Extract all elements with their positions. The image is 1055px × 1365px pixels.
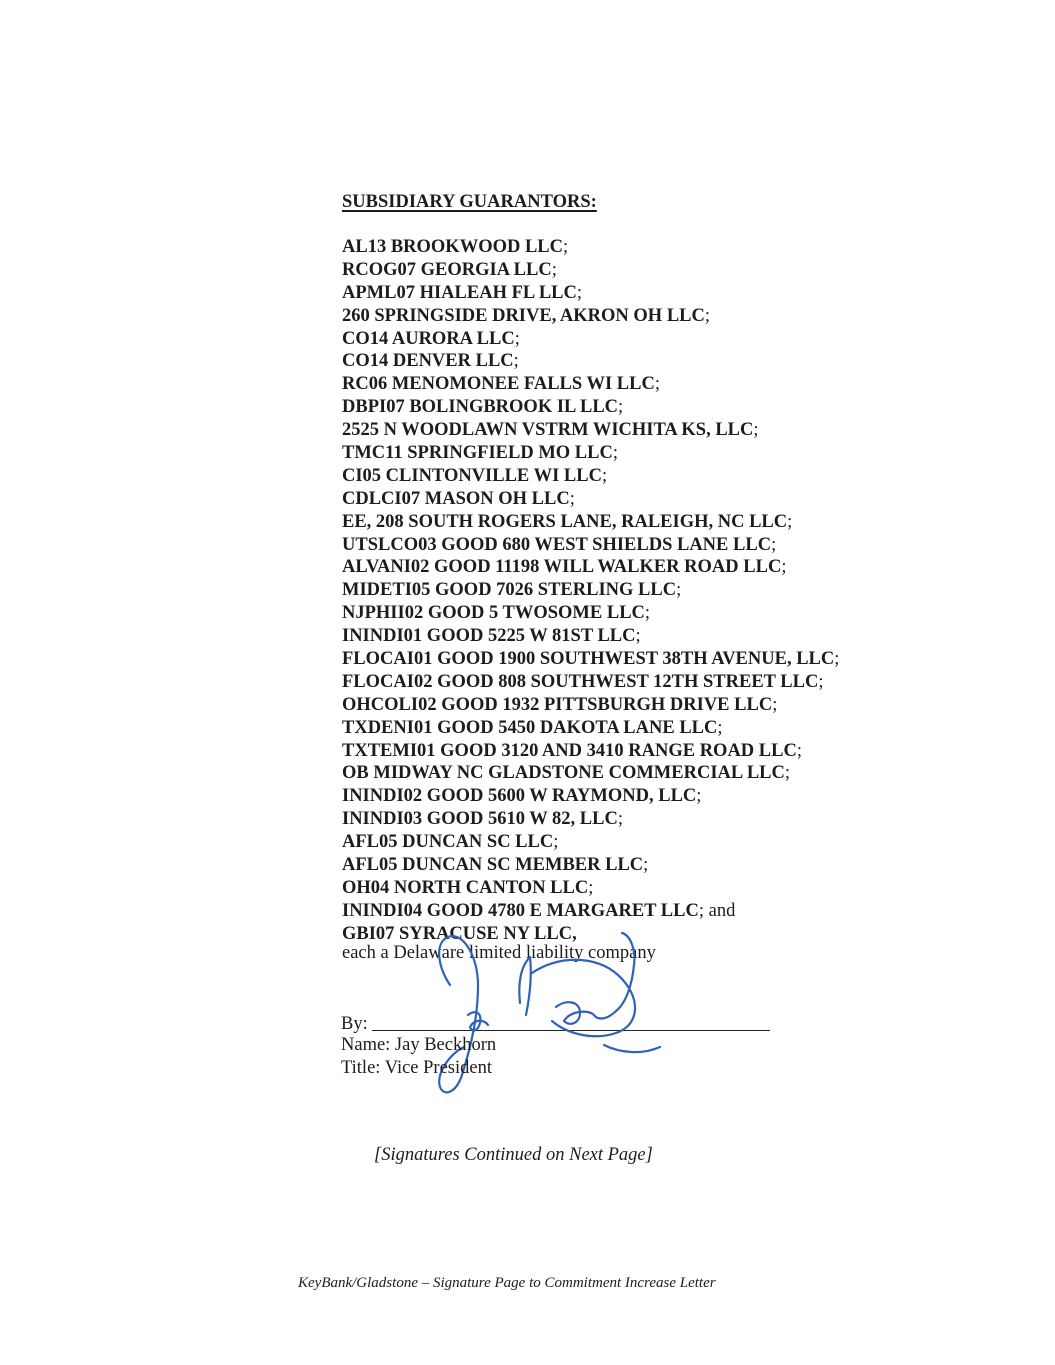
guarantor-item — [342, 259, 839, 282]
guarantor-item — [342, 808, 839, 831]
guarantor-item — [342, 328, 839, 351]
guarantor-name: ININDI03 GOOD 5610 W 82, LLC — [342, 809, 618, 830]
guarantor-name: UTSLCO03 GOOD 680 WEST SHIELDS LANE LLC — [342, 534, 772, 555]
guarantor-separator: ; — [563, 237, 569, 257]
guarantor-separator: ; — [772, 694, 778, 715]
guarantor-name: GBI07 SYRACUSE NY LLC — [342, 923, 573, 944]
guarantor-separator: ; — [704, 305, 711, 326]
guarantor-item — [342, 762, 839, 785]
guarantor-item — [342, 740, 839, 763]
guarantor-item — [342, 671, 839, 694]
guarantor-item — [342, 900, 839, 923]
guarantor-name: DBPI07 BOLINGBROOK IL LLC — [342, 397, 619, 418]
guarantor-name: OHCOLI02 GOOD 1932 PITTSBURGH DRIVE LLC — [342, 694, 773, 715]
guarantor-item — [342, 831, 839, 854]
guarantor-separator: ; — [781, 557, 787, 578]
guarantor-separator: ; — [676, 580, 682, 601]
guarantor-name: TXDENI01 GOOD 5450 DAKOTA LANE LLC — [342, 717, 718, 738]
page-footer: KeyBank/Gladstone – Signature Page to Commitment Increase Letter — [298, 1275, 716, 1291]
guarantor-name: CI05 CLINTONVILLE WI LLC — [342, 465, 602, 486]
signer-name: Name: Jay Beckhorn — [341, 1035, 497, 1055]
guarantor-separator: ; — [784, 763, 791, 784]
guarantor-item — [342, 419, 839, 442]
guarantor-separator: ; — [601, 465, 608, 486]
guarantor-item — [342, 602, 839, 625]
guarantor-separator: ; — [514, 328, 520, 349]
guarantor-separator: ; — [635, 626, 641, 647]
guarantor-name: OB MIDWAY NC GLADSTONE COMMERCIAL LLC — [342, 763, 785, 784]
guarantor-item — [342, 236, 839, 259]
guarantor-separator: ; — [643, 855, 649, 876]
guarantor-separator: ; — [753, 420, 759, 441]
guarantor-separator: ; — [569, 488, 575, 509]
guarantor-separator: ; and — [698, 900, 736, 921]
guarantor-separator: ; — [771, 534, 777, 555]
signature-line — [372, 1030, 770, 1031]
guarantor-item — [342, 579, 839, 602]
guarantor-name: FLOCAI02 GOOD 808 SOUTHWEST 12TH STREET LLC — [342, 671, 819, 692]
guarantor-separator: ; — [576, 282, 583, 303]
guarantor-item — [342, 282, 839, 305]
guarantor-separator: ; — [834, 649, 840, 670]
guarantor-separator: ; — [818, 671, 824, 692]
guarantor-separator: ; — [696, 786, 702, 807]
guarantor-separator: ; — [588, 877, 594, 898]
guarantor-separator: ; — [612, 443, 618, 464]
guarantor-name: AFL05 DUNCAN SC MEMBER LLC — [342, 855, 644, 876]
signer-title: Title: Vice President — [341, 1058, 492, 1078]
guarantor-name: NJPHII02 GOOD 5 TWOSOME LLC — [342, 603, 645, 624]
guarantor-separator: ; — [796, 740, 802, 761]
section-heading: SUBSIDIARY GUARANTORS: — [342, 192, 597, 212]
guarantor-separator: ; — [787, 511, 793, 532]
guarantor-name: ININDI04 GOOD 4780 E MARGARET LLC — [342, 900, 699, 921]
guarantor-name: EE, 208 SOUTH ROGERS LANE, RALEIGH, NC LLC — [342, 511, 788, 532]
guarantor-separator: ; — [717, 717, 723, 738]
guarantor-name: CO14 DENVER LLC — [342, 351, 514, 372]
guarantor-name: RC06 MENOMONEE FALLS WI LLC — [342, 374, 655, 395]
guarantor-item — [342, 534, 839, 557]
guarantor-name: AL13 BROOKWOOD LLC — [342, 237, 563, 257]
guarantor-item — [342, 396, 839, 419]
guarantor-name: CO14 AURORA LLC — [342, 328, 515, 349]
guarantor-separator: ; — [654, 374, 660, 395]
guarantor-item — [342, 442, 839, 465]
guarantor-name: TMC11 SPRINGFIELD MO LLC — [342, 443, 613, 464]
guarantor-separator: ; — [551, 259, 557, 280]
guarantor-separator: ; — [618, 397, 624, 418]
guarantor-separator: , — [572, 923, 577, 944]
guarantor-item — [342, 556, 839, 579]
guarantor-item — [342, 785, 839, 808]
guarantor-name: ININDI01 GOOD 5225 W 81ST LLC — [342, 626, 636, 647]
guarantor-separator: ; — [513, 351, 519, 372]
guarantor-list — [342, 236, 839, 946]
continued-note: [Signatures Continued on Next Page] — [374, 1145, 653, 1165]
guarantor-name: AFL05 DUNCAN SC LLC — [342, 832, 554, 853]
guarantor-name: TXTEMI01 GOOD 3120 AND 3410 RANGE ROAD LLC — [342, 740, 797, 761]
guarantor-name: MIDETI05 GOOD 7026 STERLING LLC — [342, 580, 677, 601]
guarantor-item — [342, 373, 839, 396]
guarantor-item — [342, 305, 839, 328]
guarantor-name: APML07 HIALEAH FL LLC — [342, 282, 577, 303]
guarantor-item — [342, 877, 839, 900]
guarantor-item — [342, 511, 839, 534]
guarantor-name: RCOG07 GEORGIA LLC — [342, 259, 552, 280]
guarantor-separator: ; — [644, 603, 651, 624]
guarantor-name: FLOCAI01 GOOD 1900 SOUTHWEST 38TH AVENUE, LLC — [342, 649, 835, 670]
guarantor-name: CDLCI07 MASON OH LLC — [342, 488, 570, 509]
guarantor-separator: ; — [617, 809, 623, 830]
guarantor-item — [342, 350, 839, 373]
guarantor-name: OH04 NORTH CANTON LLC — [342, 877, 589, 898]
by-label: By: — [341, 1014, 368, 1034]
guarantor-item — [342, 854, 839, 877]
guarantor-separator: ; — [553, 832, 559, 853]
guarantor-item — [342, 717, 839, 740]
guarantor-item — [342, 694, 839, 717]
guarantor-name: 260 SPRINGSIDE DRIVE, AKRON OH LLC — [342, 305, 705, 326]
guarantor-item — [342, 648, 839, 671]
guarantor-name: 2525 N WOODLAWN VSTRM WICHITA KS, LLC — [342, 420, 754, 441]
guarantor-item — [342, 465, 839, 488]
guarantor-item — [342, 488, 839, 511]
guarantor-name: ININDI02 GOOD 5600 W RAYMOND, LLC — [342, 786, 697, 807]
guarantor-item — [342, 625, 839, 648]
guarantor-name: ALVANI02 GOOD 11198 WILL WALKER ROAD LLC — [342, 557, 782, 578]
entity-description: each a Delaware limited liability company — [342, 943, 656, 963]
